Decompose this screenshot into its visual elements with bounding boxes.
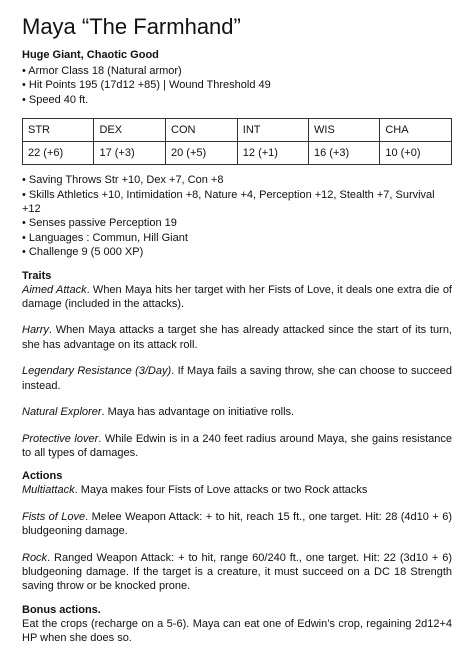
armor-class: • Armor Class 18 (Natural armor)	[22, 65, 182, 77]
trait-name: Legendary Resistance (3/Day)	[22, 365, 172, 378]
trait-text: . While Edwin is in a 240 feet radius around Maya, she gains resistance to all types of damages.	[22, 432, 452, 459]
ability-value-row	[23, 142, 452, 165]
ability-header-dex: DEX	[94, 119, 166, 142]
action-text: . Maya makes four Fists of Love attacks or two Rock attacks	[74, 484, 368, 497]
senses: • Senses passive Perception 19	[22, 217, 177, 230]
action-text: . Melee Weapon Attack: + to hit, reach 15 ft., one target. Hit: 28 (4d10 + 6) bludgeoning damage.	[22, 510, 453, 538]
action-multiattack	[22, 483, 452, 497]
actions-heading: Actions	[22, 470, 63, 483]
ability-value-cha: 10 (+0)	[380, 142, 452, 165]
action-text: . Ranged Weapon Attack: + to hit, range 60/240 ft., one target. Hit: 22 (3d10 + 6) bludgeoning damage. If the target is a creature, it must succeed on a DC 18 Strength saving throw or be knocked prone.	[22, 551, 452, 593]
trait-natural-explorer	[22, 405, 452, 419]
trait-name: Harry	[22, 324, 49, 337]
ability-header-con: CON	[166, 119, 238, 142]
trait-text: . When Maya attacks a target she has already attacked since the start of its turn, she has advantage on its attack roll.	[22, 324, 452, 351]
trait-text: . Maya has advantage on initiative rolls.	[101, 406, 295, 419]
trait-aimed-attack	[22, 283, 452, 312]
saving-throws: • Saving Throws Str +10, Dex +7, Con +8	[22, 174, 224, 187]
trait-text: . If Maya fails a saving throw, she can choose to succeed instead.	[22, 365, 452, 392]
ability-value-str: 22 (+6)	[23, 142, 94, 165]
skills: • Skills Athletics +10, Intimidation +8, Nature +4, Perception +12, Stealth +7, Survival +12	[22, 188, 435, 216]
ability-scores-table	[22, 118, 452, 165]
ability-header-row	[23, 119, 452, 142]
ability-value-con: 20 (+5)	[166, 142, 238, 165]
page-title: Maya “The Farmhand”	[22, 14, 241, 39]
trait-name: Protective lover	[22, 432, 99, 445]
trait-harry	[22, 323, 452, 352]
trait-legendary-resistance	[22, 364, 452, 393]
bonus-actions-heading: Bonus actions.	[22, 603, 101, 616]
bonus-eat-the-crops: Eat the crops (recharge on a 5-6). Maya can eat one of Edwin’s crop, regaining 2d12+4 HP when she does so.	[22, 617, 452, 645]
challenge: • Challenge 9 (5 000 XP)	[22, 246, 144, 259]
ability-header-cha: CHA	[380, 119, 452, 142]
trait-name: Natural Explorer	[22, 406, 102, 419]
trait-text: . When Maya hits her target with her Fists of Love, it deals one extra die of damage (included in the attacks).	[22, 283, 452, 311]
ability-value-int: 12 (+1)	[237, 142, 308, 165]
ability-value-dex: 17 (+3)	[94, 142, 166, 165]
languages: • Languages : Commun, Hill Giant	[22, 231, 188, 244]
action-name: Multiattack	[22, 484, 75, 497]
ability-header-str: STR	[23, 119, 94, 142]
trait-protective-lover	[22, 432, 452, 461]
traits-heading: Traits	[22, 269, 52, 282]
action-name: Fists of Love	[22, 510, 86, 523]
ability-header-int: INT	[237, 119, 308, 142]
action-fists-of-love	[22, 510, 452, 539]
creature-subtitle: Huge Giant, Chaotic Good	[22, 49, 159, 61]
speed: • Speed 40 ft.	[22, 93, 89, 106]
trait-name: Aimed Attack	[22, 283, 87, 296]
ability-value-wis: 16 (+3)	[309, 142, 380, 165]
action-name: Rock	[22, 551, 48, 564]
ability-header-wis: WIS	[309, 119, 380, 142]
action-rock	[22, 551, 452, 594]
hit-points: • Hit Points 195 (17d12 +85) | Wound Threshold 49	[22, 79, 271, 92]
